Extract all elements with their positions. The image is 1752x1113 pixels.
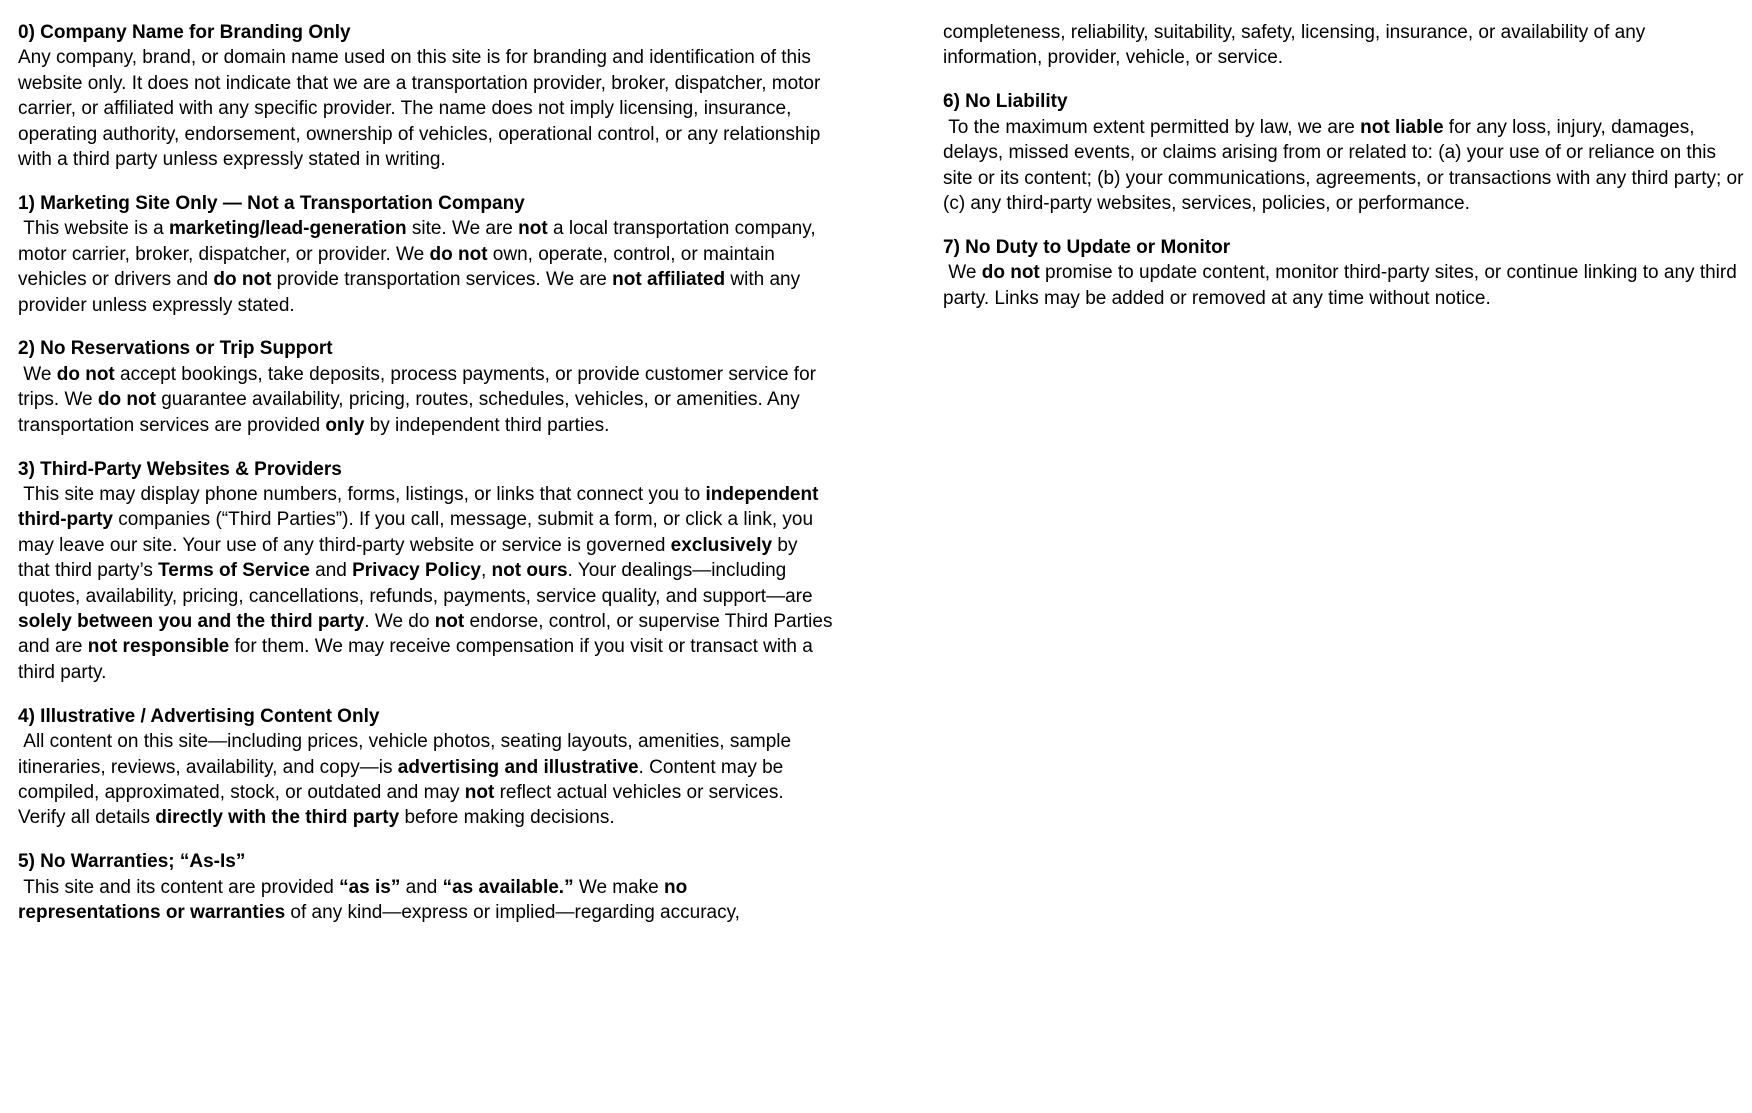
- text-run: not liable: [1360, 116, 1444, 138]
- text-run: We: [18, 363, 57, 385]
- text-run: do not: [213, 269, 272, 291]
- section-heading: 2) No Reservations or Trip Support: [18, 338, 333, 360]
- text-run: own, operate, control, or maintain vehicles or drivers and: [18, 243, 781, 291]
- text-run: directly with the third party: [155, 807, 400, 829]
- text-run: Terms of Service: [158, 560, 310, 582]
- section-heading: 0) Company Name for Branding Only: [18, 22, 351, 43]
- section-paragraph: [18, 362, 833, 438]
- text-run: “as is”: [339, 876, 401, 898]
- text-run: advertising and illustrative: [397, 756, 639, 778]
- text-run: by independent third parties.: [364, 414, 610, 436]
- text-run: not: [518, 218, 548, 240]
- section-heading: 5) No Warranties; “As-Is”: [18, 851, 246, 873]
- text-run: To the maximum extent permitted by law, we are: [943, 116, 1361, 138]
- text-run: for any loss, injury, damages, delays, missed events, or claims arising from or related to: (a) your use of or reliance on this site or its content; (b) your communications, agreements, or transactions with any third party; or (c) any third-party websites, services, policies, or performance.: [943, 116, 1749, 214]
- section-third-party-websites: [18, 457, 838, 686]
- section-paragraph: [18, 482, 838, 685]
- section-no-warranties-continuation: [943, 20, 1749, 71]
- text-run: guarantee availability, pricing, routes, schedules, vehicles, or amenities. Any transportation services are provided: [18, 389, 806, 436]
- text-run: accept bookings, take deposits, process payments, or provide customer service for trips. We: [18, 363, 822, 411]
- text-run: This website is a: [18, 218, 170, 240]
- left-column: [18, 20, 838, 1113]
- text-run: before making decisions.: [399, 807, 615, 829]
- text-run: Any company, brand, or domain name used on this site is for branding and identification of this website only. It does not indicate that we are a transportation provider, broker, dispatcher, motor carrier, or affiliated with any specific provider. The name does not imply licensing, insurance, operating authority, endorsement, ownership of vehicles, operational control, or any relationship with a third party unless expressly stated in writing.: [18, 47, 826, 171]
- text-run: completeness, reliability, suitability, safety, licensing, insurance, or availability of any information, provider, vehicle, or service.: [943, 22, 1651, 69]
- right-column: [943, 20, 1749, 1113]
- section-paragraph: [18, 875, 833, 926]
- text-run: independent third-party: [18, 484, 824, 531]
- section-paragraph: [18, 45, 833, 172]
- text-run: no representations or warranties: [18, 876, 693, 924]
- text-run: by that third party’s: [18, 534, 803, 582]
- text-run: We make: [573, 876, 665, 898]
- text-run: solely between you and the third party: [18, 611, 365, 633]
- text-run: not responsible: [87, 636, 230, 658]
- text-run: companies (“Third Parties”). If you call, message, submit a form, or click a link, you may leave our site. Your use of any third-party website or service is governed: [18, 509, 819, 556]
- text-run: do not: [429, 243, 488, 265]
- text-run: This site and its content are provided: [18, 876, 340, 898]
- section-paragraph: [18, 729, 833, 831]
- section-no-liability: [943, 89, 1749, 216]
- section-heading: 4) Illustrative / Advertising Content Only: [18, 705, 380, 727]
- section-company-name-branding: [18, 20, 833, 172]
- text-run: “as available.”: [442, 876, 574, 898]
- text-run: . Your dealings—including quotes, availability, pricing, cancellations, refunds, payments, service quality, and support—are: [18, 560, 818, 607]
- text-run: and: [400, 876, 443, 898]
- text-run: promise to update content, monitor third-party sites, or continue linking to any third party. Links may be added or removed at any time without notice.: [943, 262, 1743, 309]
- text-run: exclusively: [670, 534, 773, 556]
- section-illustrative-content: [18, 704, 833, 831]
- section-paragraph: [18, 216, 833, 318]
- section-heading: 6) No Liability: [943, 91, 1068, 113]
- text-run: Privacy Policy: [352, 560, 481, 582]
- text-run: This site may display phone numbers, forms, listings, or links that connect you to: [18, 484, 706, 505]
- section-paragraph: [943, 115, 1749, 217]
- text-run: marketing/lead-generation: [169, 218, 407, 240]
- text-run: not affiliated: [612, 269, 726, 291]
- text-run: do not: [56, 363, 115, 385]
- section-paragraph: [943, 260, 1749, 311]
- text-run: not: [464, 781, 495, 803]
- text-run: We: [943, 262, 982, 284]
- section-paragraph: [943, 20, 1749, 71]
- text-run: and: [309, 560, 353, 582]
- text-run: a local transportation company, motor carrier, broker, dispatcher, or provider. We: [18, 218, 821, 265]
- section-heading: 1) Marketing Site Only — Not a Transportation Company: [18, 192, 525, 214]
- section-heading: 3) Third-Party Websites & Providers: [18, 458, 342, 480]
- text-run: . We do: [364, 611, 435, 633]
- text-run: site. We are: [406, 218, 519, 240]
- text-run: of any kind—express or implied—regarding accuracy,: [285, 902, 740, 924]
- section-no-warranties: [18, 849, 833, 925]
- text-run: only: [325, 414, 365, 436]
- text-run: All content on this site—including prices, vehicle photos, seating layouts, amenities, sample itineraries, reviews, availability, and copy—is: [18, 731, 797, 778]
- text-run: reflect actual vehicles or services. Verify all details: [18, 781, 789, 829]
- section-heading: 7) No Duty to Update or Monitor: [943, 236, 1231, 258]
- text-run: do not: [97, 389, 156, 411]
- text-run: . Content may be compiled, approximated, stock, or outdated and may: [18, 756, 789, 803]
- text-run: not: [434, 611, 465, 633]
- text-run: for them. We may receive compensation if you visit or transact with a third party.: [18, 636, 819, 683]
- section-no-reservations: [18, 336, 833, 438]
- text-run: ,: [480, 560, 492, 582]
- text-run: provide transportation services. We are: [271, 269, 613, 291]
- text-run: endorse, control, or supervise Third Parties and are: [18, 611, 838, 658]
- text-run: not ours: [491, 560, 568, 582]
- section-no-duty-to-update: [943, 235, 1749, 311]
- text-run: with any provider unless expressly stated.: [18, 269, 806, 316]
- section-marketing-site-only: [18, 191, 833, 318]
- text-run: do not: [981, 262, 1040, 284]
